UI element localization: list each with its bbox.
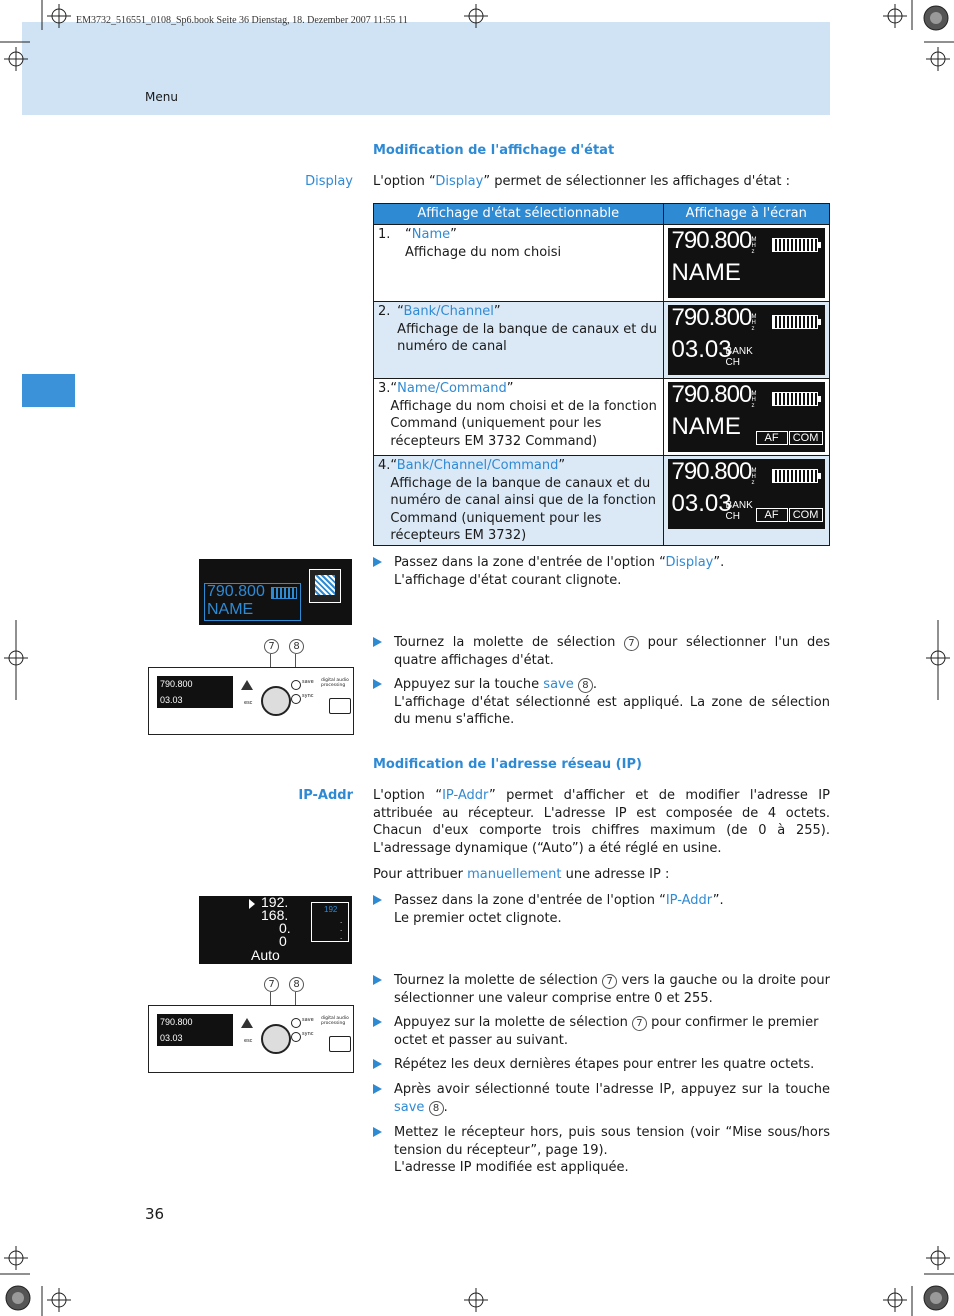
status-step-2: Tournez la molette de sélection 7 pour sélectionner l'un des quatre affichages d'état. — [373, 634, 830, 669]
section-label: Menu — [145, 90, 178, 104]
battery-icon — [772, 469, 818, 483]
display-menu-screen: 790.800 NAME — [199, 559, 352, 625]
save-button-graphic — [291, 680, 301, 690]
ip-manual-line: Pour attribuer manuellement une adresse IP : — [373, 867, 670, 882]
section-heading-ip: Modification de l'adresse réseau (IP) — [373, 757, 642, 772]
ip-step-2: Tournez la molette de sélection 7 vers la gauche ou la droite pour sélectionner une valeur comprise entre 0 et 255. — [373, 972, 830, 1007]
arrow-bullet-icon — [373, 637, 382, 647]
section-heading-status: Modification de l'affichage d'état — [373, 143, 615, 158]
lcd-preview: 790.800 M H z NAME — [668, 228, 825, 298]
arrow-bullet-icon — [373, 1017, 382, 1027]
status-intro: L'option “Display” permet de sélectionner les affichages d'état : — [373, 174, 791, 189]
jog-dial — [261, 1024, 291, 1054]
callout-8: 8 — [289, 639, 304, 654]
color-target-icon — [924, 6, 948, 30]
page-number: 36 — [145, 1205, 165, 1223]
battery-icon — [772, 315, 818, 329]
battery-icon — [772, 238, 818, 252]
chapter-tab — [22, 374, 75, 407]
table-row: 1. “Name” Affichage du nom choisi 790.800 M H z NAME — [374, 225, 830, 302]
arrow-bullet-icon — [373, 557, 382, 567]
warning-icon — [241, 1018, 253, 1028]
cursor-arrow-icon — [249, 899, 255, 909]
ip-step-5: Après avoir sélectionné toute l'adresse IP, appuyez sur la touche save 8 . — [373, 1081, 830, 1116]
status-display-table — [373, 203, 830, 546]
arrow-bullet-icon — [373, 1084, 382, 1094]
receiver-front-panel: 7 8 790.800 03.03 save sync esc digital audio processing — [148, 637, 353, 732]
crosshair-icon — [464, 1288, 488, 1312]
crosshair-icon — [883, 1288, 907, 1312]
side-label-ip-addr: IP-Addr — [298, 788, 353, 803]
lcd-preview: 790.800 M H z 03.03 BANK CH AF COM — [668, 459, 825, 529]
table-row: 3. “Name/Command” Affichage du nom choisi et de la fonction Command (uniquement pour les récepteurs EM 3732 Command) 790.800 M H z NAME AF COM — [374, 379, 830, 456]
arrow-bullet-icon — [373, 895, 382, 905]
crosshair-icon — [926, 47, 950, 71]
ip-step-3: Appuyez sur la molette de sélection 7 pour confirmer le premier octet et passer au suivant. — [373, 1014, 830, 1049]
side-label-display: Display — [305, 174, 353, 189]
save-button-graphic — [291, 1018, 301, 1028]
crosshair-icon — [4, 646, 28, 670]
callout-7: 7 — [264, 977, 279, 992]
crosshair-icon — [926, 1246, 950, 1270]
receiver-front-panel: 7 8 790.800 03.03 save sync esc digital audio processing — [148, 975, 353, 1070]
arrow-bullet-icon — [373, 1127, 382, 1137]
book-line: EM3732_516551_0108_Sp6.book Seite 36 Dienstag, 18. Dezember 2007 11:55 11 — [76, 15, 408, 26]
color-target-icon — [924, 1286, 948, 1310]
crosshair-icon — [47, 1288, 71, 1312]
table-header-selectable: Affichage d'état sélectionnable — [374, 204, 664, 225]
lcd-preview: 790.800 M H z 03.03 BANK CH — [668, 305, 825, 375]
color-target-icon — [6, 1286, 30, 1310]
status-step-3: Appuyez sur la touche save 8 . L'affichage d'état sélectionné est appliqué. La zone de sélection du menu s'affiche. — [373, 676, 830, 729]
arrow-bullet-icon — [373, 679, 382, 689]
callout-7: 7 — [264, 639, 279, 654]
lcd-preview: 790.800 M H z NAME AF COM — [668, 382, 825, 452]
header-band — [22, 22, 830, 115]
ip-intro: L'option “IP-Addr” permet d'afficher et de modifier l'adresse IP attribuée au récepteur. L'adresse IP est composée de 4 octets. Chacun d'eux comporte trois chiffres maximum (de 0 à 255). L'adressage dynamique (“Auto”) a été réglé en usine. — [373, 788, 830, 856]
sync-button-graphic — [291, 694, 301, 704]
arrow-bullet-icon — [373, 1059, 382, 1069]
ip-addr-screen: 192. 168. 0. 0 Auto 192 . . . — [199, 896, 352, 964]
display-menu-icon — [309, 569, 341, 603]
table-row: 4. “Bank/Channel/Command” Affichage de la banque de canaux et du numéro de canal ainsi que de la fonction Command (uniquement pour les récepteurs EM 3732) 790.800 M H z 03.03 BANK CH AF COM — [374, 456, 830, 546]
warning-icon — [241, 680, 253, 690]
battery-icon — [271, 587, 297, 599]
table-row: 2. “Bank/Channel” Affichage de la banque de canaux et du numéro de canal 790.800 M H z 03.03 BANK CH — [374, 302, 830, 379]
ip-step-6: Mettez le récepteur hors, puis sous tension (voir “Mise sous/hors tension du récepteur”, page 19). L'adresse IP modifiée est appliquée. — [373, 1124, 830, 1177]
sync-button-graphic — [291, 1032, 301, 1042]
crosshair-icon — [4, 1246, 28, 1270]
status-step-1: Passez dans la zone d'entrée de l'option “Display”. L'affichage d'état courant clignote. — [373, 554, 830, 589]
crosshair-icon — [926, 646, 950, 670]
battery-icon — [772, 392, 818, 406]
crosshair-icon — [883, 4, 907, 28]
display-link: Display — [435, 174, 484, 189]
callout-8: 8 — [289, 977, 304, 992]
arrow-bullet-icon — [373, 975, 382, 985]
ip-step-1: Passez dans la zone d'entrée de l'option “IP-Addr”. Le premier octet clignote. — [373, 892, 830, 927]
table-header-screen: Affichage à l'écran — [663, 204, 829, 225]
jog-dial — [261, 686, 291, 716]
ip-step-4: Répétez les deux dernières étapes pour entrer les quatre octets. — [373, 1056, 830, 1074]
